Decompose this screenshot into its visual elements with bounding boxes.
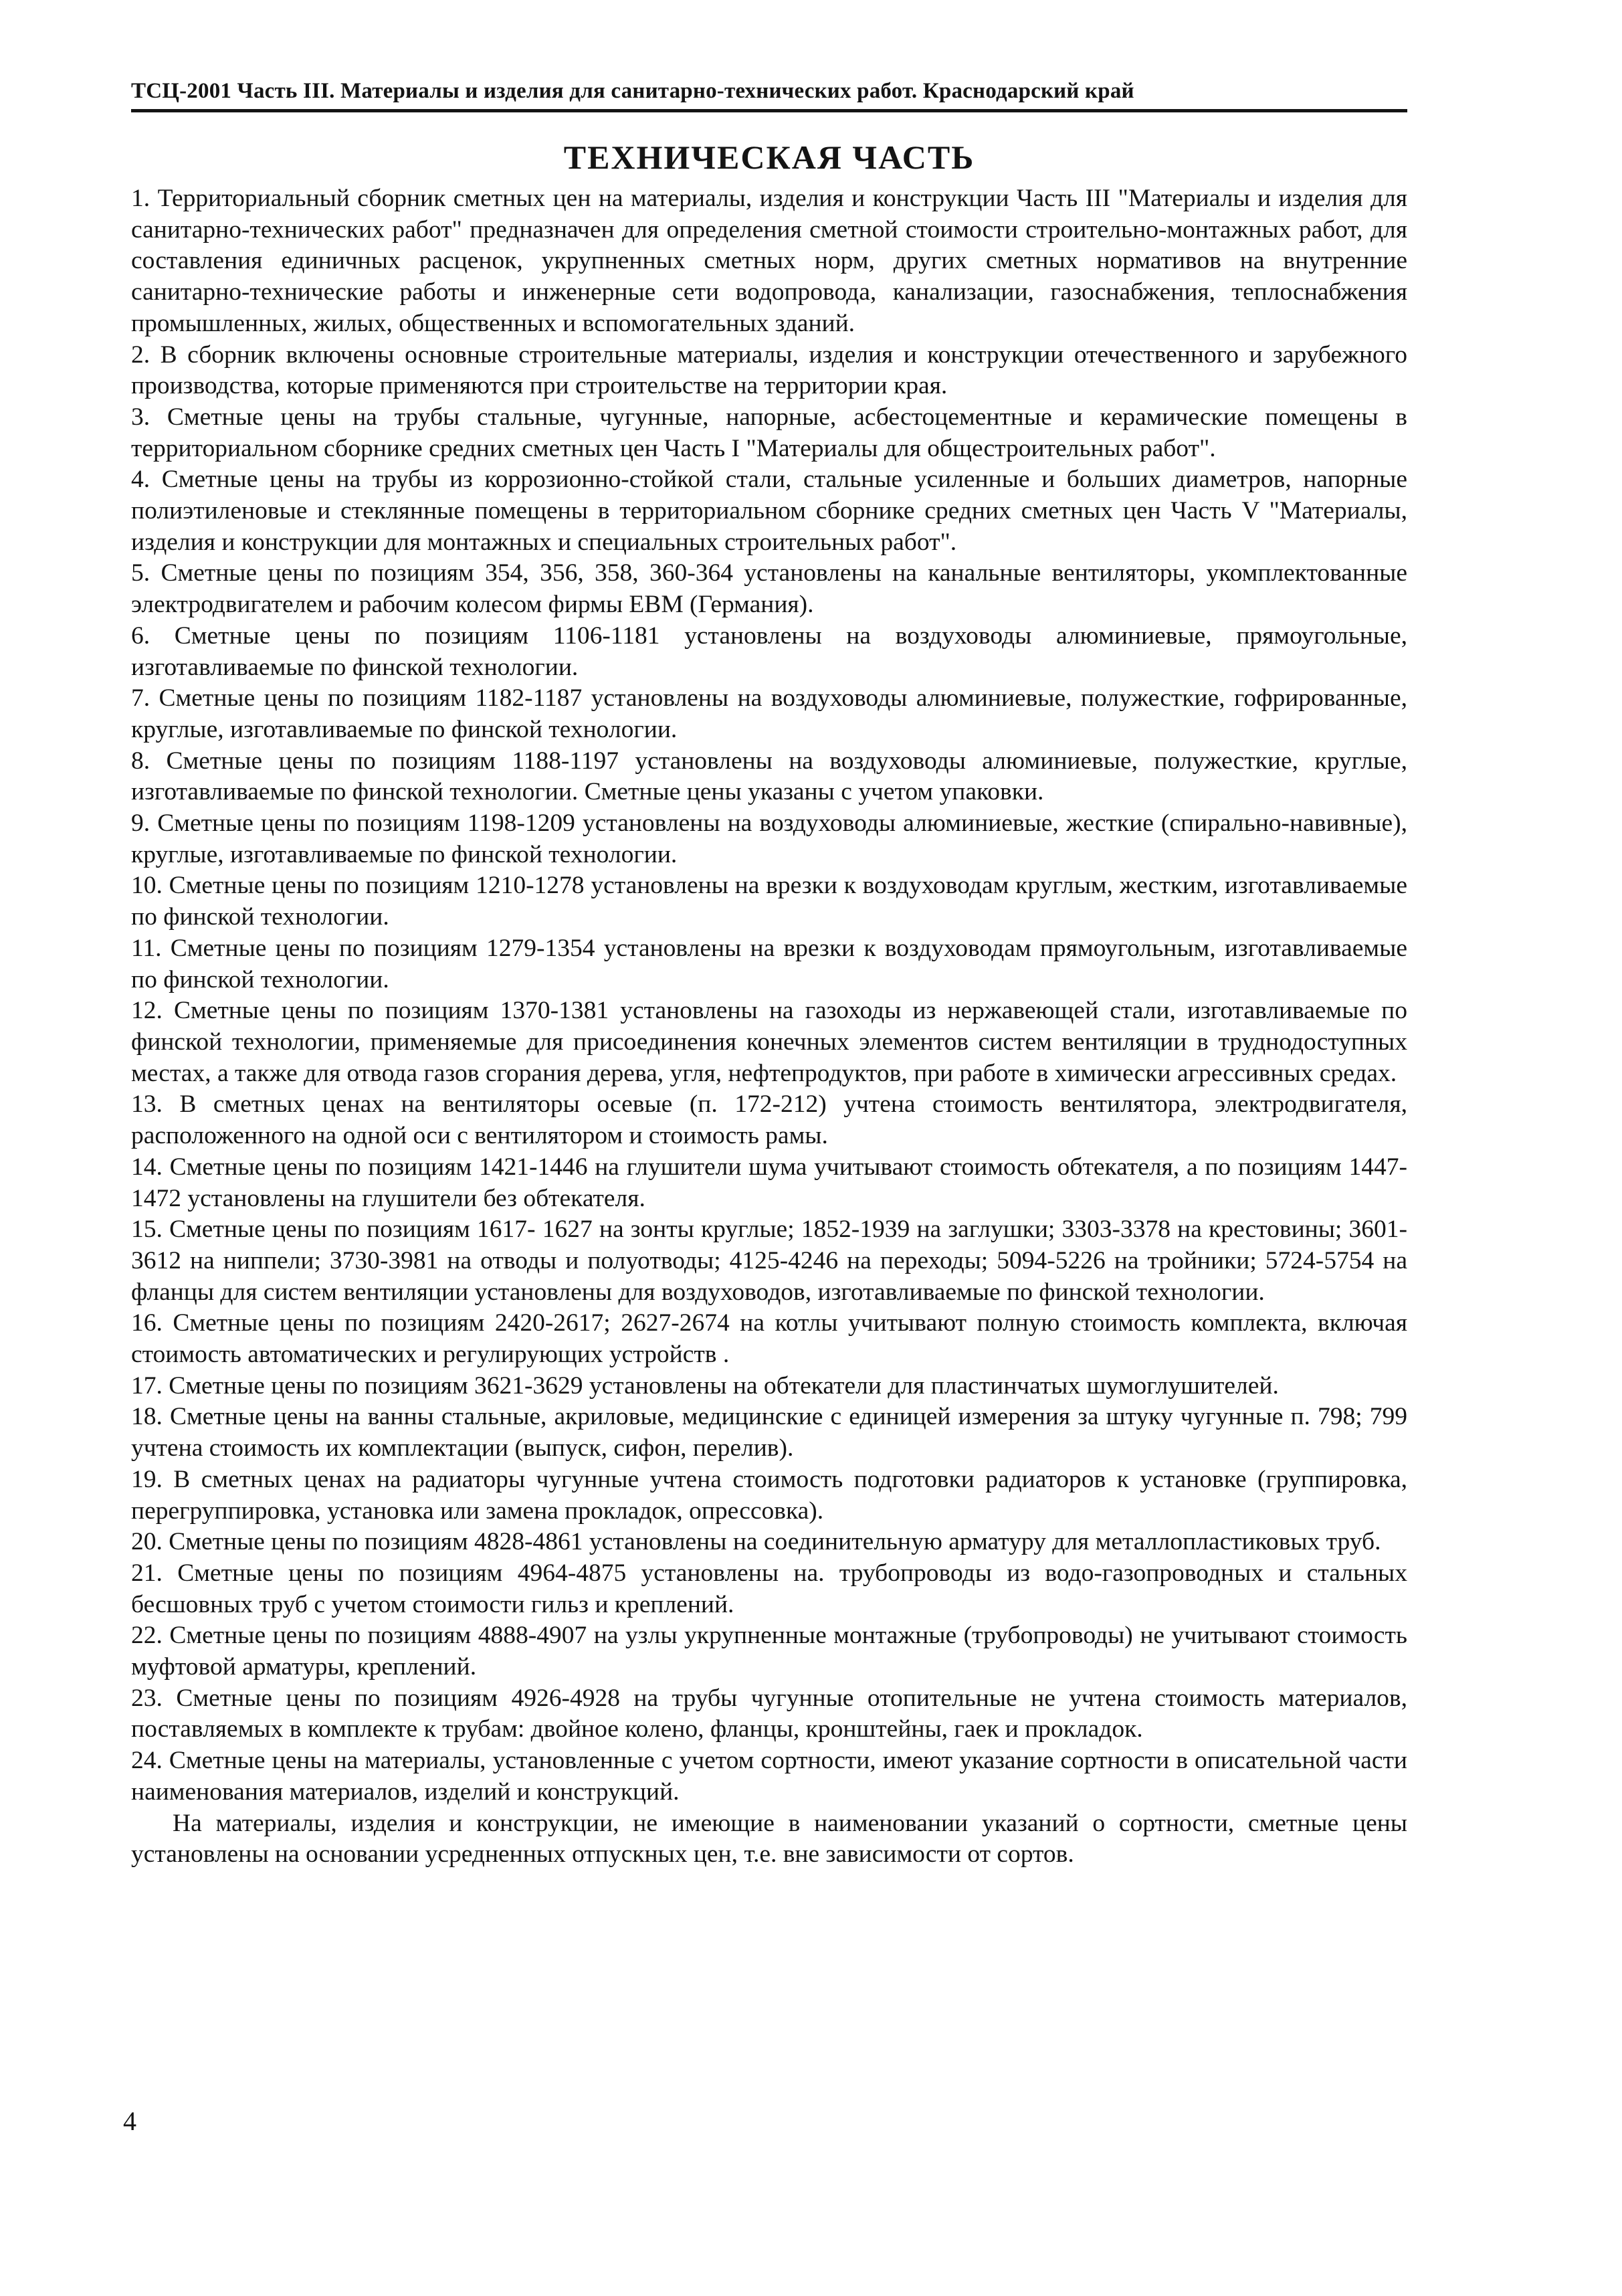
paragraph-text: Сметные цены по позициям 4964-4875 установлены на. трубопроводы из водо-газопроводных и стальных бесшовных труб с учетом стоимости гильз и креплений.	[131, 1559, 1407, 1618]
paragraph-text: Сметные цены по позициям 1617- 1627 на зонты круглые; 1852-1939 на заглушки; 3303-3378 на крестовины; 3601-3612 на ниппели; 3730-3981 на отводы и полуотводы; 4125-4246 на переходы; 5094-5226 на тройники; 5724-5754 на фланцы для систем вентиляции установлены для воздуховодов, изготавливаемые по финской технологии.	[131, 1216, 1408, 1306]
paragraph-number: 5.	[131, 559, 150, 587]
numbered-paragraph	[131, 1402, 1407, 1464]
numbered-paragraph	[131, 1683, 1407, 1745]
paragraph-text: Сметные цены по позициям 1188-1197 установлены на воздуховоды алюминиевые, полужесткие, круглые, изготавливаемые по финской технологии. Сметные цены указаны с учетом упаковки.	[131, 747, 1408, 806]
section-title: ТЕХНИЧЕСКАЯ ЧАСТЬ	[563, 138, 975, 176]
numbered-paragraph	[131, 933, 1407, 995]
paragraph-number: 2.	[131, 341, 150, 369]
paragraph-text: Сметные цены по позициям 354, 356, 358, 360-364 установлены на канальные вентиляторы, укомплектованные электродвигателем и рабочим колесом фирмы ЕВМ (Германия).	[131, 559, 1407, 619]
paragraph-text: Сметные цены по позициям 4926-4928 на трубы чугунные отопительные не учтена стоимость материалов, поставляемых в комплекте к трубам: двойное колено, фланцы, кронштейны, гаек и прокладок.	[131, 1684, 1408, 1743]
paragraph-text: Сметные цены по позициям 1421-1446 на глушители шума учитывают стоимость обтекателя, а по позициям 1447-1472 установлены на глушители без обтекателя.	[131, 1153, 1407, 1212]
numbered-paragraph	[131, 1745, 1407, 1808]
paragraph-text: Сметные цены на ванны стальные, акриловые, медицинские с единицей измерения за штуку чугунные п. 798; 799 учтена стоимость их комплектации (выпуск, сифон, перелив).	[131, 1403, 1408, 1462]
paragraph-number: 18.	[131, 1403, 163, 1431]
numbered-paragraph	[131, 1308, 1407, 1370]
paragraph-text: Сметные цены по позициям 2420-2617; 2627-2674 на котлы учитывают полную стоимость комплекта, включая стоимость автоматических и регулирующих устройств .	[131, 1309, 1407, 1369]
paragraph-number: 14.	[131, 1153, 163, 1181]
paragraph-text: В сметных ценах на вентиляторы осевые (п. 172-212) учтена стоимость вентилятора, электродвигателя, расположенного на одной оси с вентилятором и стоимость рамы.	[131, 1090, 1408, 1150]
numbered-paragraph	[131, 621, 1407, 683]
paragraph-number: 20.	[131, 1528, 163, 1556]
paragraph-text: Сметные цены по позициям 1182-1187 установлены на воздуховоды алюминиевые, полужесткие, гофрированные, круглые, изготавливаемые по финской технологии.	[131, 684, 1407, 743]
numbered-paragraph	[131, 1152, 1407, 1214]
numbered-paragraph	[131, 340, 1407, 402]
paragraph-text: Сметные цены на трубы стальные, чугунные, напорные, асбестоцементные и керамические помещены в территориальном сборнике средних сметных цен Часть I "Материалы для общестроительных работ".	[131, 403, 1407, 462]
paragraph-number: 23.	[131, 1684, 163, 1712]
paragraph-number: 4.	[131, 466, 150, 494]
numbered-paragraph	[131, 808, 1407, 870]
paragraph-number: 11.	[131, 934, 162, 962]
paragraph-number: 19.	[131, 1465, 163, 1493]
numbered-paragraph	[131, 1620, 1407, 1683]
paragraph-number: 15.	[131, 1216, 163, 1244]
paragraph-text: В сметных ценах на радиаторы чугунные учтена стоимость подготовки радиаторов к установке (группировка, перегруппировка, установка или замена прокладок, опрессовка).	[131, 1465, 1407, 1525]
paragraph-text: Сметные цены по позициям 4828-4861 установлены на соединительную арматуру для металлопластиковых труб.	[169, 1528, 1381, 1556]
paragraph-number: 12.	[131, 997, 163, 1025]
numbered-paragraph	[131, 1527, 1407, 1558]
numbered-paragraph	[131, 683, 1407, 745]
numbered-paragraph	[131, 183, 1407, 340]
paragraph-number: 24.	[131, 1747, 163, 1775]
numbered-paragraph	[131, 402, 1407, 464]
numbered-paragraph	[131, 1371, 1407, 1402]
numbered-paragraph	[131, 995, 1407, 1089]
paragraph-text: Сметные цены по позициям 3621-3629 установлены на обтекатели для пластинчатых шумоглушителей.	[169, 1371, 1279, 1400]
paragraph-number: 17.	[131, 1371, 163, 1400]
paragraph-number: 13.	[131, 1090, 163, 1119]
numbered-paragraph	[131, 1214, 1407, 1308]
paragraph-number: 7.	[131, 684, 150, 712]
paragraph-number: 8.	[131, 747, 150, 775]
numbered-paragraph	[131, 1089, 1407, 1151]
paragraph-text: Сметные цены на материалы, установленные с учетом сортности, имеют указание сортности в описательной части наименования материалов, изделий и конструкций.	[131, 1747, 1407, 1806]
running-header: ТСЦ-2001 Часть III. Материалы и изделия для санитарно-технических работ. Краснодарский край	[131, 79, 1134, 103]
paragraph-number: 21.	[131, 1559, 163, 1587]
paragraph-text: Сметные цены по позициям 4888-4907 на узлы укрупненные монтажные (трубопроводы) не учитывают стоимость муфтовой арматуры, креплений.	[131, 1622, 1408, 1681]
paragraph-text: Сметные цены по позициям 1198-1209 установлены на воздуховоды алюминиевые, жесткие (спирально-навивные), круглые, изготавливаемые по финской технологии.	[131, 809, 1407, 868]
paragraph-text: Сметные цены по позициям 1279-1354 установлены на врезки к воздуховодам прямоугольным, изготавливаемые по финской технологии.	[131, 934, 1407, 993]
paragraph-number: 16.	[131, 1309, 163, 1337]
paragraph-number: 1.	[131, 185, 150, 212]
paragraph-text: В сборник включены основные строительные материалы, изделия и конструкции отечественного и зарубежного производства, которые применяются при строительстве на территории края.	[131, 341, 1408, 400]
paragraph-text: Сметные цены по позициям 1370-1381 установлены на газоходы из нержавеющей стали, изготавливаемые по финской технологии, применяемые для присоединения конечных элементов систем вентиляции в труднодоступных местах, а также для отвода газов сгорания дерева, угля, нефтепродуктов, при работе в химически агрессивных средах.	[131, 997, 1407, 1087]
body-text	[131, 183, 1407, 1871]
page-number: 4	[123, 2106, 136, 2136]
numbered-paragraph	[131, 870, 1407, 933]
paragraph-text: Территориальный сборник сметных цен на материалы, изделия и конструкции Часть III "Материалы и изделия для санитарно-технических работ" предназначен для определения сметной стоимости строительно-монтажных работ, для составления единичных расценок, укрупненных сметных норм, других сметных нормативов на внутренние санитарно-технические работы и инженерные сети водопровода, канализации, газоснабжения, теплоснабжения промышленных, жилых, общественных и вспомогательных зданий.	[131, 185, 1407, 337]
paragraph-number: 22.	[131, 1622, 163, 1650]
header-rule	[131, 109, 1407, 112]
numbered-paragraph	[131, 746, 1407, 808]
paragraph-text: Сметные цены по позициям 1106-1181 установлены на воздуховоды алюминиевые, прямоугольные, изготавливаемые по финской технологии.	[131, 621, 1408, 681]
paragraph-text: Сметные цены по позициям 1210-1278 установлены на врезки к воздуховодам круглым, жестким, изготавливаемые по финской технологии.	[131, 872, 1407, 931]
paragraph-number: 6.	[131, 621, 150, 650]
paragraph-number: 9.	[131, 809, 150, 838]
numbered-paragraph	[131, 1464, 1407, 1527]
closing-paragraph: На материалы, изделия и конструкции, не имеющие в наименовании указаний о сортности, сметные цены установлены на основании усредненных отпускных цен, т.е. вне зависимости от сортов.	[131, 1809, 1407, 1869]
numbered-paragraph	[131, 464, 1407, 558]
numbered-paragraph	[131, 1558, 1407, 1620]
numbered-paragraph	[131, 558, 1407, 620]
paragraph-number: 3.	[131, 403, 150, 431]
paragraph-number: 10.	[131, 872, 163, 900]
paragraph-text: Сметные цены на трубы из коррозионно-стойкой стали, стальные усиленные и больших диаметров, напорные полиэтиленовые и стеклянные помещены в территориальном сборнике средних сметных цен Часть V "Материалы, изделия и конструкции для монтажных и специальных строительных работ".	[131, 466, 1407, 556]
